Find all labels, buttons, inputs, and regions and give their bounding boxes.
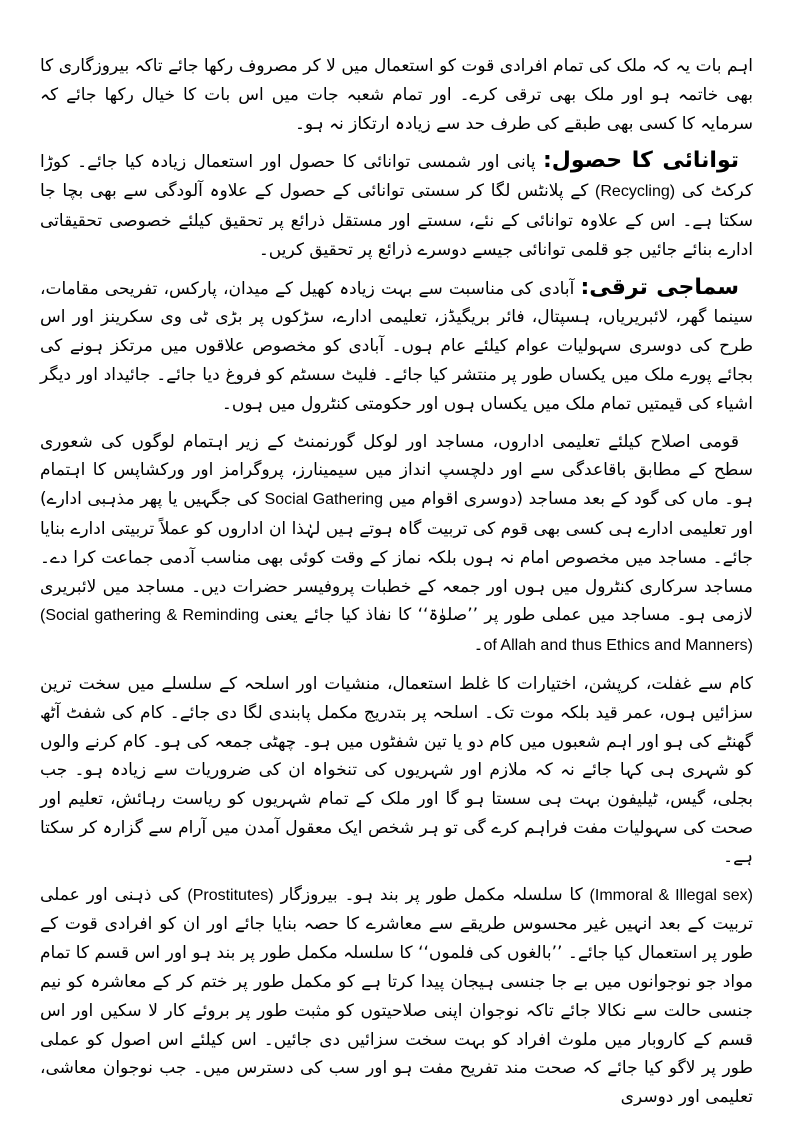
social-gathering-term: Social Gathering [264,491,383,509]
recycling-term: (Recycling) [595,183,676,201]
paragraph-text: ۔ [473,635,484,656]
paragraph-energy [40,147,753,264]
salat-definition-term: (Social gathering & Reminding of Allah and thus Ethics and Manners) [40,607,753,655]
paragraph-text: قومی اصلاح کیلئے تعلیمی اداروں، مساجد اور لوکل گورنمنٹ کے زیر اہتمام لوگوں کی شعوری سطح کے مطابق باقاعدگی سے اور دلچسپ انداز میں سیمینارز، پروگرامز اور ورکشاپس کا اہتمام ہو۔ ماں کی گود کے بعد مساجد (دوسری اقوام میں [40,431,753,510]
paragraph-text: آبادی کی مناسبت سے بہت زیادہ کھیل کے میدان، پارکس، تفریحی مقامات، سینما گھر، لائبریریاں، ہسپتال، فائر بریگیڈز، تعلیمی ادارے، سڑکوں پر بڑی ٹی وی سکرینز اور اس طرح کی دوسری سہولیات عوام کیلئے عام ہوں۔ آبادی کو مخصوص علاقوں میں مرتکز ہونے کی بجائے پورے ملک میں یکساں طور پر منتشر کیا جائے۔ فلیٹ سسٹم کو فروغ دیا جائے۔ جائیداد اور دیگر اشیاء کی قیمتیں تمام ملک میں یکساں ہوں اور حکومتی کنٹرول میں ہوں۔ [40,278,753,414]
paragraph-text: کے پلانٹس لگا کر سستی توانائی کے حصول کے علاوہ آلودگی سے بھی بچا جا سکتا ہے۔ اس کے علاوہ توانائی کے نئے، سستے اور مستقل ذرائع پر تحقیق کیلئے خصوصی تحقیقاتی ادارے بنائے جائیں جو قلمی توانائی جیسے دوسرے ذرائع پر تحقیق کریں۔ [40,181,753,260]
prostitutes-term: (Prostitutes) [187,886,274,904]
paragraph-economy [40,52,753,138]
paragraph-punishments [40,670,753,872]
section-heading-energy: توانائی کا حصول: [542,148,739,174]
paragraph-text: کا سلسلہ مکمل طور پر بند ہو۔ بیروزگار [273,884,590,905]
paragraph-morality [40,881,753,1112]
paragraph-reform [40,428,753,661]
paragraph-text: اہم بات یہ کہ ملک کی تمام افرادی قوت کو استعمال میں لا کر مصروف رکھا جائے تاکہ بیروزگاری کا بھی خاتمہ ہو اور ملک بھی ترقی کرے۔ اور تمام شعبہ جات میں اس بات کا خیال رکھا جائے کہ سرمایہ کا کسی بھی طبقے کی طرف حد سے زیادہ ارتکاز نہ ہو۔ [40,56,753,134]
document-page [40,52,753,1121]
paragraph-text: کی ذہنی اور عملی تربیت کے بعد انہیں غیر محسوس طریقے سے معاشرے کا حصہ بنایا جائے اور ان کو افرادی قوت کے طور پر استعمال کیا جائے۔ ’’بالغوں کی فلموں‘‘ کا سلسلہ مکمل طور پر بند ہو اور اس قسم کا تمام مواد جو نوجوانوں میں بے جا جنسی ہیجان پیدا کرتا ہے کو مکمل طور پر ختم کر کے معاشرہ کو نیم جنسی حالت سے نکالا جائے تاکہ نوجوان اپنی صلاحیتوں کو مثبت طور پر بروئے کار لا سکیں اور اس قسم کے کاروبار میں ملوث افراد کو بہت سخت سزائیں دی جائیں۔ اس کیلئے اس اصول کو عملی طور پر لاگو کیا جائے کہ صحت مند تفریح مفت ہو اور سب کی دسترس میں۔ جب نوجوان معاشی، تعلیمی اور دوسری [40,884,753,1108]
paragraph-text: کی جگہیں یا پھر مذہبی ادارے) اور تعلیمی ادارے ہی کسی بھی قوم کی تربیت گاہ ہوتے ہیں لہٰذا ان اداروں کو عملاً تربیتی ادارے بنایا جائے۔ مساجد میں مخصوص امام نہ ہوں بلکہ نماز کے وقت کوئی بھی مناسب آدمی جماعت کرا دے۔ مساجد سرکاری کنٹرول میں ہوں اور جمعہ کے خطبات پروفیسر حضرات دیں۔ مساجد میں لائبریری لازمی ہو۔ مساجد میں عملی طور پر ’’صلوٰۃ‘‘ کا نفاذ کیا جائے یعنی [40,489,753,626]
section-heading-social: سماجی ترقی: [580,274,739,300]
immoral-sex-term: (Immoral & Illegal sex) [589,886,754,904]
paragraph-social [40,274,753,419]
paragraph-text: کام سے غفلت، کرپشن، اختیارات کا غلط استعمال، منشیات اور اسلحہ کے سلسلے میں سخت ترین سزائیں ہوں، عمر قید بلکہ موت تک۔ اسلحہ پر بتدریج مکمل پابندی لگا دی جائے۔ کام کی شفٹ آٹھ گھنٹے کی ہو اور اہم شعبوں میں کام دو یا تین شفٹوں میں ہو۔ چھٹی جمعہ کی ہو۔ کام کرنے والوں کو شہری ہی کہا جائے نہ کہ ملازم اور شہریوں کی تنخواہ ان کی ضروریات سے زیادہ ہو۔ جب بجلی، گیس، ٹیلیفون بہت ہی سستا ہو گا اور ملک کے تمام شہریوں کو ریاست رہائش، تعلیم اور صحت کی سہولیات مفت فراہم کرے گی تو ہر شخص ایک معقول آمدن میں آرام سے گزارہ کر سکتا ہے۔ [40,673,753,867]
paragraph-text: پانی اور شمسی توانائی کا حصول اور استعمال زیادہ کیا جائے۔ کوڑا کرکٹ کی [40,152,753,202]
